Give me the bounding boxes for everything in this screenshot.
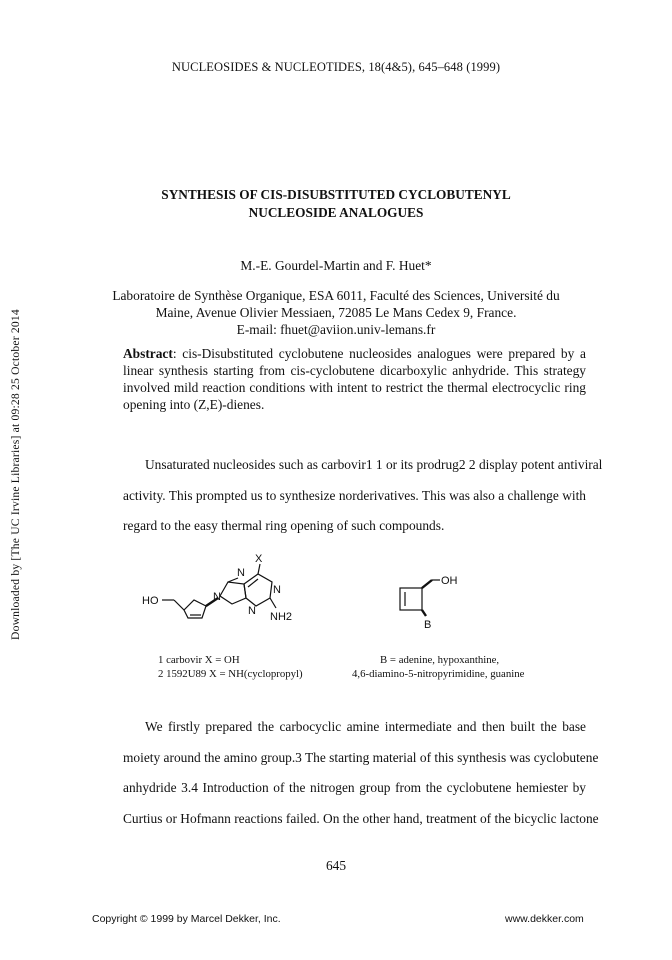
n-label-3: N [273, 584, 281, 596]
n-label-1: N [237, 567, 245, 579]
ho-label: HO [142, 595, 159, 607]
b-label: B [424, 619, 432, 631]
copyright-notice: Copyright © 1999 by Marcel Dekker, Inc. [92, 913, 281, 925]
x-label: X [255, 553, 263, 565]
journal-header: NUCLEOSIDES & NUCLEOTIDES, 18(4&5), 645–648 (1999) [171, 60, 501, 74]
title-line-1: SYNTHESIS OF CIS-DISUBSTITUTED CYCLOBUTENYL [161, 187, 511, 202]
caption-base-2: 4,6-diamino-5-nitropyrimidine, guanine [352, 668, 525, 680]
body-line-2: moiety around the amino group.3 The starting material of this synthesis was cyclobutene [123, 749, 599, 765]
intro-paragraph [123, 450, 603, 542]
intro-line-1: Unsaturated nucleosides such as carbovir1 1 or its prodrug2 2 display potent antiviral [145, 457, 603, 472]
intro-line-2: activity. This prompted us to synthesize norderivatives. This was also a challenge with [123, 487, 586, 503]
download-watermark: Downloaded by [The UC Irvine Libraries] at 09:28 25 October 2014 [9, 309, 22, 640]
page-number: 645 [325, 858, 347, 873]
caption-base-1: B = adenine, hypoxanthine, [380, 654, 500, 666]
caption-compound-1: 1 carbovir X = OH [158, 654, 240, 666]
chemical-structures-figure [120, 552, 600, 652]
affiliation-email: E-mail: fhuet@aviion.univ-lemans.fr [236, 322, 436, 337]
oh-label: OH [441, 575, 458, 587]
body-line-4: Curtius or Hofmann reactions failed. On the other hand, treatment of the bicyclic lactone [123, 810, 599, 826]
structures-drawing [120, 552, 600, 652]
affiliation [0, 287, 672, 338]
body-line-3: anhydride 3.4 Introduction of the nitrogen group from the cyclobutene hemiester by [123, 780, 586, 795]
intro-line-3: regard to the easy thermal ring opening of such compounds. [123, 518, 445, 533]
body-line-1: We firstly prepared the carbocyclic amine intermediate and then built the base [145, 719, 586, 734]
n-label-4: N [248, 605, 256, 617]
affiliation-line-1: Laboratoire de Synthèse Organique, ESA 6011, Faculté des Sciences, Université du [112, 288, 560, 303]
body-paragraph [123, 712, 599, 834]
caption-compound-2: 2 1592U89 X = NH(cyclopropyl) [158, 668, 303, 680]
abstract [123, 345, 586, 413]
affiliation-line-2: Maine, Avenue Olivier Messiaen, 72085 Le Mans Cedex 9, France. [155, 305, 517, 320]
abstract-label: Abstract [123, 346, 173, 361]
nh2-label: NH2 [270, 611, 293, 623]
article-title [0, 186, 672, 222]
title-line-2: NUCLEOSIDE ANALOGUES [248, 205, 424, 220]
n-label-2: N [213, 591, 221, 603]
publisher-website: www.dekker.com [505, 913, 584, 925]
authors: M.-E. Gourdel-Martin and F. Huet* [240, 258, 432, 273]
abstract-text: : cis-Disubstituted cyclobutene nucleosides analogues were prepared by a linear synthesis starting from cis-cyclobutene dicarboxylic anhydride. This strategy involved mild reaction conditions with intent to restrict the thermal electrocyclic ring opening into (Z,E)-dienes. [123, 346, 586, 412]
